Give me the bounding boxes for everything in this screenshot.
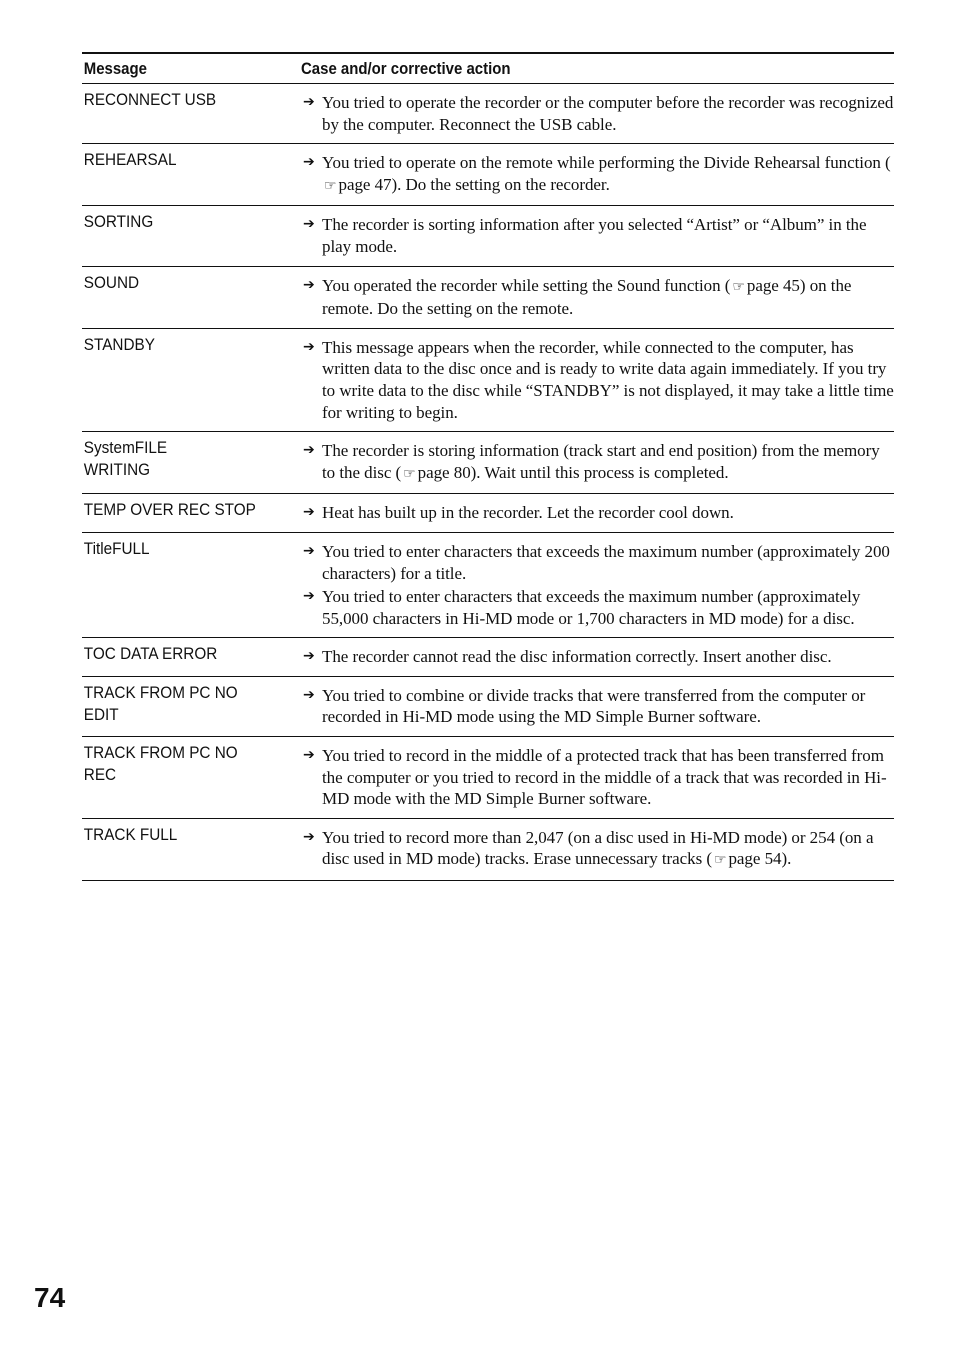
action-text — [322, 745, 894, 810]
action-cell — [301, 498, 894, 526]
action-text-part: You tried to record more than 2,047 (on a disc used in Hi-MD mode) or 254 (on a disc used in MD mode) tracks. Erase unnecessary tracks ( — [322, 827, 874, 869]
arrow-right-icon: ➔ — [303, 588, 315, 605]
action-text-part: Heat has built up in the recorder. Let the recorder cool down. — [322, 503, 734, 523]
page-reference-icon: ☞ — [713, 852, 727, 869]
table-row — [82, 638, 894, 677]
action-text-part: The recorder is sorting information after you selected “Artist” or “Album” in the play mode. — [322, 215, 867, 256]
action-text — [322, 92, 894, 135]
message-cell: SORTING — [83, 212, 154, 232]
action-text-part: You tried to enter characters that exceeds the maximum number (approximately 200 characters) for a title. — [322, 541, 890, 583]
action-item — [301, 685, 894, 728]
message-cell: TRACK FULL — [83, 824, 178, 844]
action-item — [301, 646, 894, 668]
action-item — [301, 827, 894, 872]
page-reference-icon: ☞ — [732, 278, 745, 295]
action-item — [301, 745, 894, 810]
table-row — [82, 533, 894, 638]
table-header — [82, 54, 894, 84]
action-text-part: This message appears when the recorder, while connected to the computer, has written data to the disc once and is ready to write data again immediately. If you try to write data to the disc while “STANDBY” is not displayed, it may take a little time for writing to begin. — [322, 337, 894, 422]
table-row — [82, 494, 894, 533]
action-text — [322, 502, 894, 524]
action-text-part: page 47). Do the setting on the recorder. — [338, 174, 610, 194]
message-cell: TEMP OVER REC STOP — [83, 500, 256, 520]
action-text — [322, 275, 894, 320]
action-item — [301, 541, 894, 584]
arrow-right-icon: ➔ — [303, 648, 315, 665]
arrow-right-icon: ➔ — [303, 276, 315, 293]
message-cell: REHEARSAL — [83, 150, 177, 170]
arrow-right-icon: ➔ — [303, 828, 315, 845]
action-cell — [301, 642, 894, 670]
action-text-part: You tried to record in the middle of a protected track that has been transferred from the computer or you tried to record in the middle of a track that was recorded in Hi-MD mode with the MD Simple Burner software. — [322, 746, 887, 809]
table-row — [82, 84, 894, 144]
action-text-part: You tried to combine or divide tracks that were transferred from the computer or recorded in Hi-MD mode using the MD Simple Burner software. — [322, 685, 866, 727]
table-body — [82, 84, 894, 881]
action-text — [322, 685, 894, 728]
action-cell — [301, 271, 894, 322]
action-cell — [301, 88, 894, 137]
action-text-part: You tried to operate the recorder or the computer before the recorder was recognized by the computer. Reconnect the USB cable. — [322, 93, 894, 134]
action-item — [301, 92, 894, 135]
action-text-part: You tried to operate on the remote while performing the Divide Rehearsal function ( — [322, 153, 891, 173]
action-item — [301, 275, 894, 320]
action-text-part: The recorder cannot read the disc information correctly. Insert another disc. — [322, 647, 832, 667]
action-text-part: You tried to enter characters that exceeds the maximum number (approximately 55,000 characters in Hi-MD mode or 1,700 characters in MD mode) for a disc. — [322, 587, 861, 628]
table-row — [82, 677, 894, 737]
action-text — [322, 214, 894, 257]
action-cell — [301, 681, 894, 730]
action-cell — [301, 537, 894, 631]
arrow-right-icon: ➔ — [303, 442, 315, 459]
error-message-table — [82, 52, 894, 881]
arrow-right-icon: ➔ — [303, 216, 315, 233]
header-message: Message — [83, 58, 147, 78]
action-text-part: page 45) on the remote. Do the setting on the remote. — [322, 275, 852, 319]
message-cell: RECONNECT USB — [83, 90, 217, 109]
action-text — [322, 541, 894, 584]
action-cell — [301, 823, 894, 874]
table-row — [82, 819, 894, 881]
message-cell: TitleFULL — [83, 538, 150, 558]
arrow-right-icon: ➔ — [303, 504, 315, 521]
page-reference-icon: ☞ — [403, 465, 416, 482]
message-cell: STANDBY — [83, 334, 155, 354]
action-text-part: The recorder is storing information (track start and end position) from the memory to the disc ( — [322, 441, 880, 482]
table-row — [82, 737, 894, 819]
arrow-right-icon: ➔ — [303, 338, 315, 355]
action-item — [301, 337, 894, 423]
action-item — [301, 440, 894, 485]
action-cell — [301, 333, 894, 425]
action-cell — [301, 210, 894, 259]
message-cell: SystemFILE WRITING — [83, 438, 168, 480]
header-action: Case and/or corrective action — [301, 58, 511, 78]
table-row — [82, 144, 894, 206]
page-number: 74 — [34, 1282, 66, 1313]
message-cell: TOC DATA ERROR — [83, 644, 218, 664]
action-item — [301, 586, 894, 629]
action-text — [322, 646, 894, 668]
arrow-right-icon: ➔ — [303, 747, 315, 764]
arrow-right-icon: ➔ — [303, 154, 315, 171]
action-text — [322, 337, 894, 423]
action-text — [322, 440, 894, 485]
message-cell: TRACK FROM PC NO REC — [83, 743, 238, 785]
action-text-part: page 54). — [728, 849, 792, 869]
page-reference-icon: ☞ — [324, 177, 337, 194]
action-item — [301, 214, 894, 257]
message-cell: SOUND — [83, 272, 140, 292]
action-item — [301, 502, 894, 524]
action-text-part: page 80). Wait until this process is completed. — [417, 462, 729, 482]
message-cell: TRACK FROM PC NO EDIT — [83, 682, 238, 724]
action-item — [301, 152, 894, 197]
action-cell — [301, 741, 894, 812]
arrow-right-icon: ➔ — [303, 94, 315, 110]
arrow-right-icon: ➔ — [303, 542, 315, 559]
table-row — [82, 206, 894, 266]
table-row — [82, 267, 894, 329]
table-row — [82, 329, 894, 432]
action-text — [322, 152, 894, 197]
action-text-part: You operated the recorder while setting the Sound function ( — [322, 275, 731, 295]
arrow-right-icon: ➔ — [303, 686, 315, 703]
action-text — [322, 586, 894, 629]
action-text — [322, 827, 894, 872]
table-row — [82, 432, 894, 494]
action-cell — [301, 148, 894, 199]
action-cell — [301, 436, 894, 487]
